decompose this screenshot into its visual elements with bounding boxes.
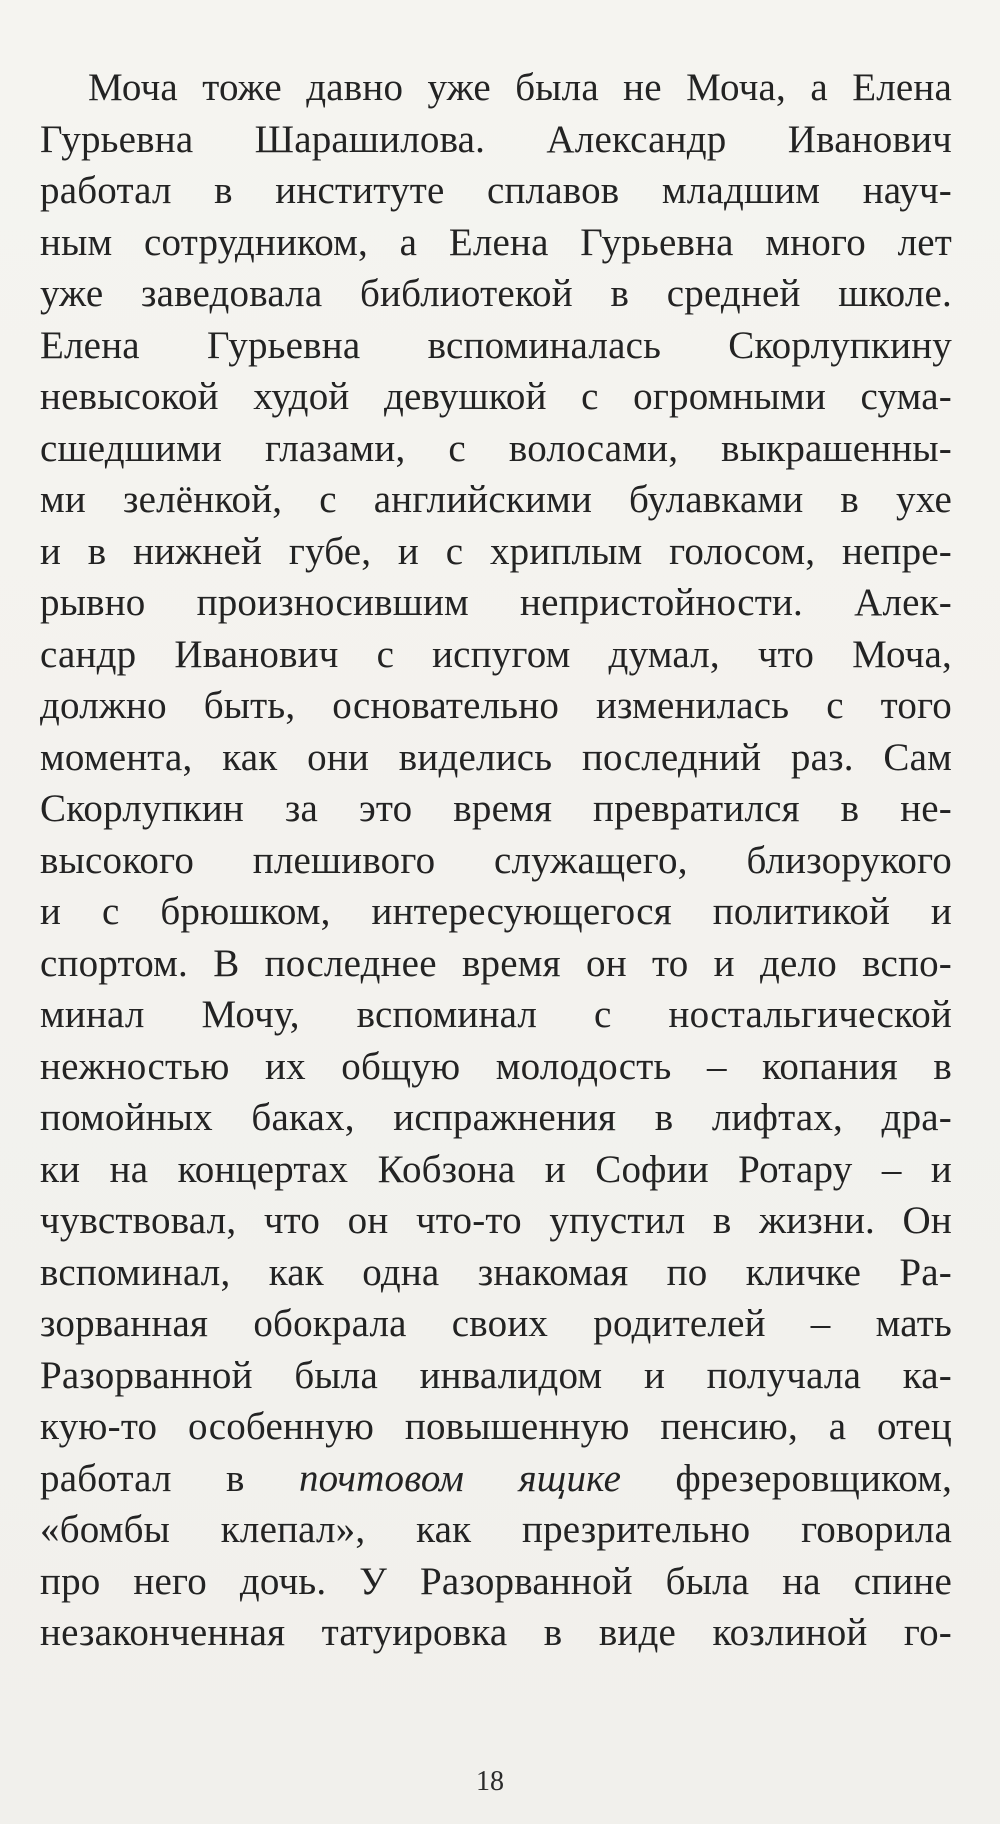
text-line: сандр Иванович с испугом думал, что Моча, (40, 632, 952, 676)
text-line: зорванная обокрала своих родителей – мать (40, 1302, 952, 1345)
page-number: 18 (476, 1766, 504, 1797)
text-line: уже заведовала библиотекой в средней школе. (40, 272, 952, 315)
text-line: ми зелёнкой, с английскими булавками в ухе (40, 478, 952, 521)
text-line: нежностью их общую молодость – копания в (40, 1044, 952, 1088)
text-segment: работал в (40, 1456, 245, 1500)
italic-phrase: почтовом ящике (298, 1456, 622, 1500)
text-line: должно быть, основательно изменилась с того (40, 684, 952, 727)
text-line: незаконченная татуировка в виде козлиной го- (40, 1611, 952, 1654)
text-line: сшедшими глазами, с волосами, выкрашенны- (40, 426, 952, 470)
text-line: и в нижней губе, и с хриплым голосом, непре- (40, 529, 952, 573)
text-line: спортом. В последнее время он то и дело вспо- (40, 941, 952, 985)
text-line: Гурьевна Шарашилова. Александр Иванович (40, 117, 952, 161)
body-text (40, 62, 952, 1659)
text-line-with-italic (40, 1453, 952, 1505)
text-line: работал в институте сплавов младшим науч- (40, 169, 952, 212)
text-line: и с брюшком, интересующегося политикой и (40, 890, 952, 933)
text-line: высокого плешивого служащего, близорукого (40, 838, 952, 882)
text-line: вспоминал, как одна знакомая по кличке Ра- (40, 1250, 952, 1294)
text-line: минал Мочу, вспоминал с ностальгической (40, 993, 952, 1036)
text-line: Елена Гурьевна вспоминалась Скорлупкину (40, 323, 952, 367)
text-line: невысокой худой девушкой с огромными сума- (40, 375, 952, 418)
text-line: чувствовал, что он что-то упустил в жизни. Он (40, 1199, 952, 1242)
text-line: Моча тоже давно уже была не Моча, а Елена (88, 66, 952, 109)
text-line: рывно произносившим непристойности. Алек- (40, 581, 952, 624)
text-line: момента, как они виделись последний раз. Сам (40, 735, 952, 779)
text-line: ным сотрудником, а Елена Гурьевна много лет (40, 220, 952, 264)
text-line: «бомбы клепал», как презрительно говорила (40, 1508, 952, 1551)
text-segment: фрезеровщиком, (675, 1456, 953, 1500)
text-line: про него дочь. У Разорванной была на спине (40, 1559, 952, 1603)
text-line: кую-то особенную повышенную пенсию, а отец (40, 1405, 952, 1448)
text-line: помойных баках, испражнения в лифтах, дра- (40, 1096, 952, 1139)
text-line: ки на концертах Кобзона и Софии Ротару – и (40, 1147, 952, 1191)
text-line: Скорлупкин за это время превратился в не- (40, 787, 952, 830)
text-line: Разорванной была инвалидом и получала ка- (40, 1353, 952, 1397)
